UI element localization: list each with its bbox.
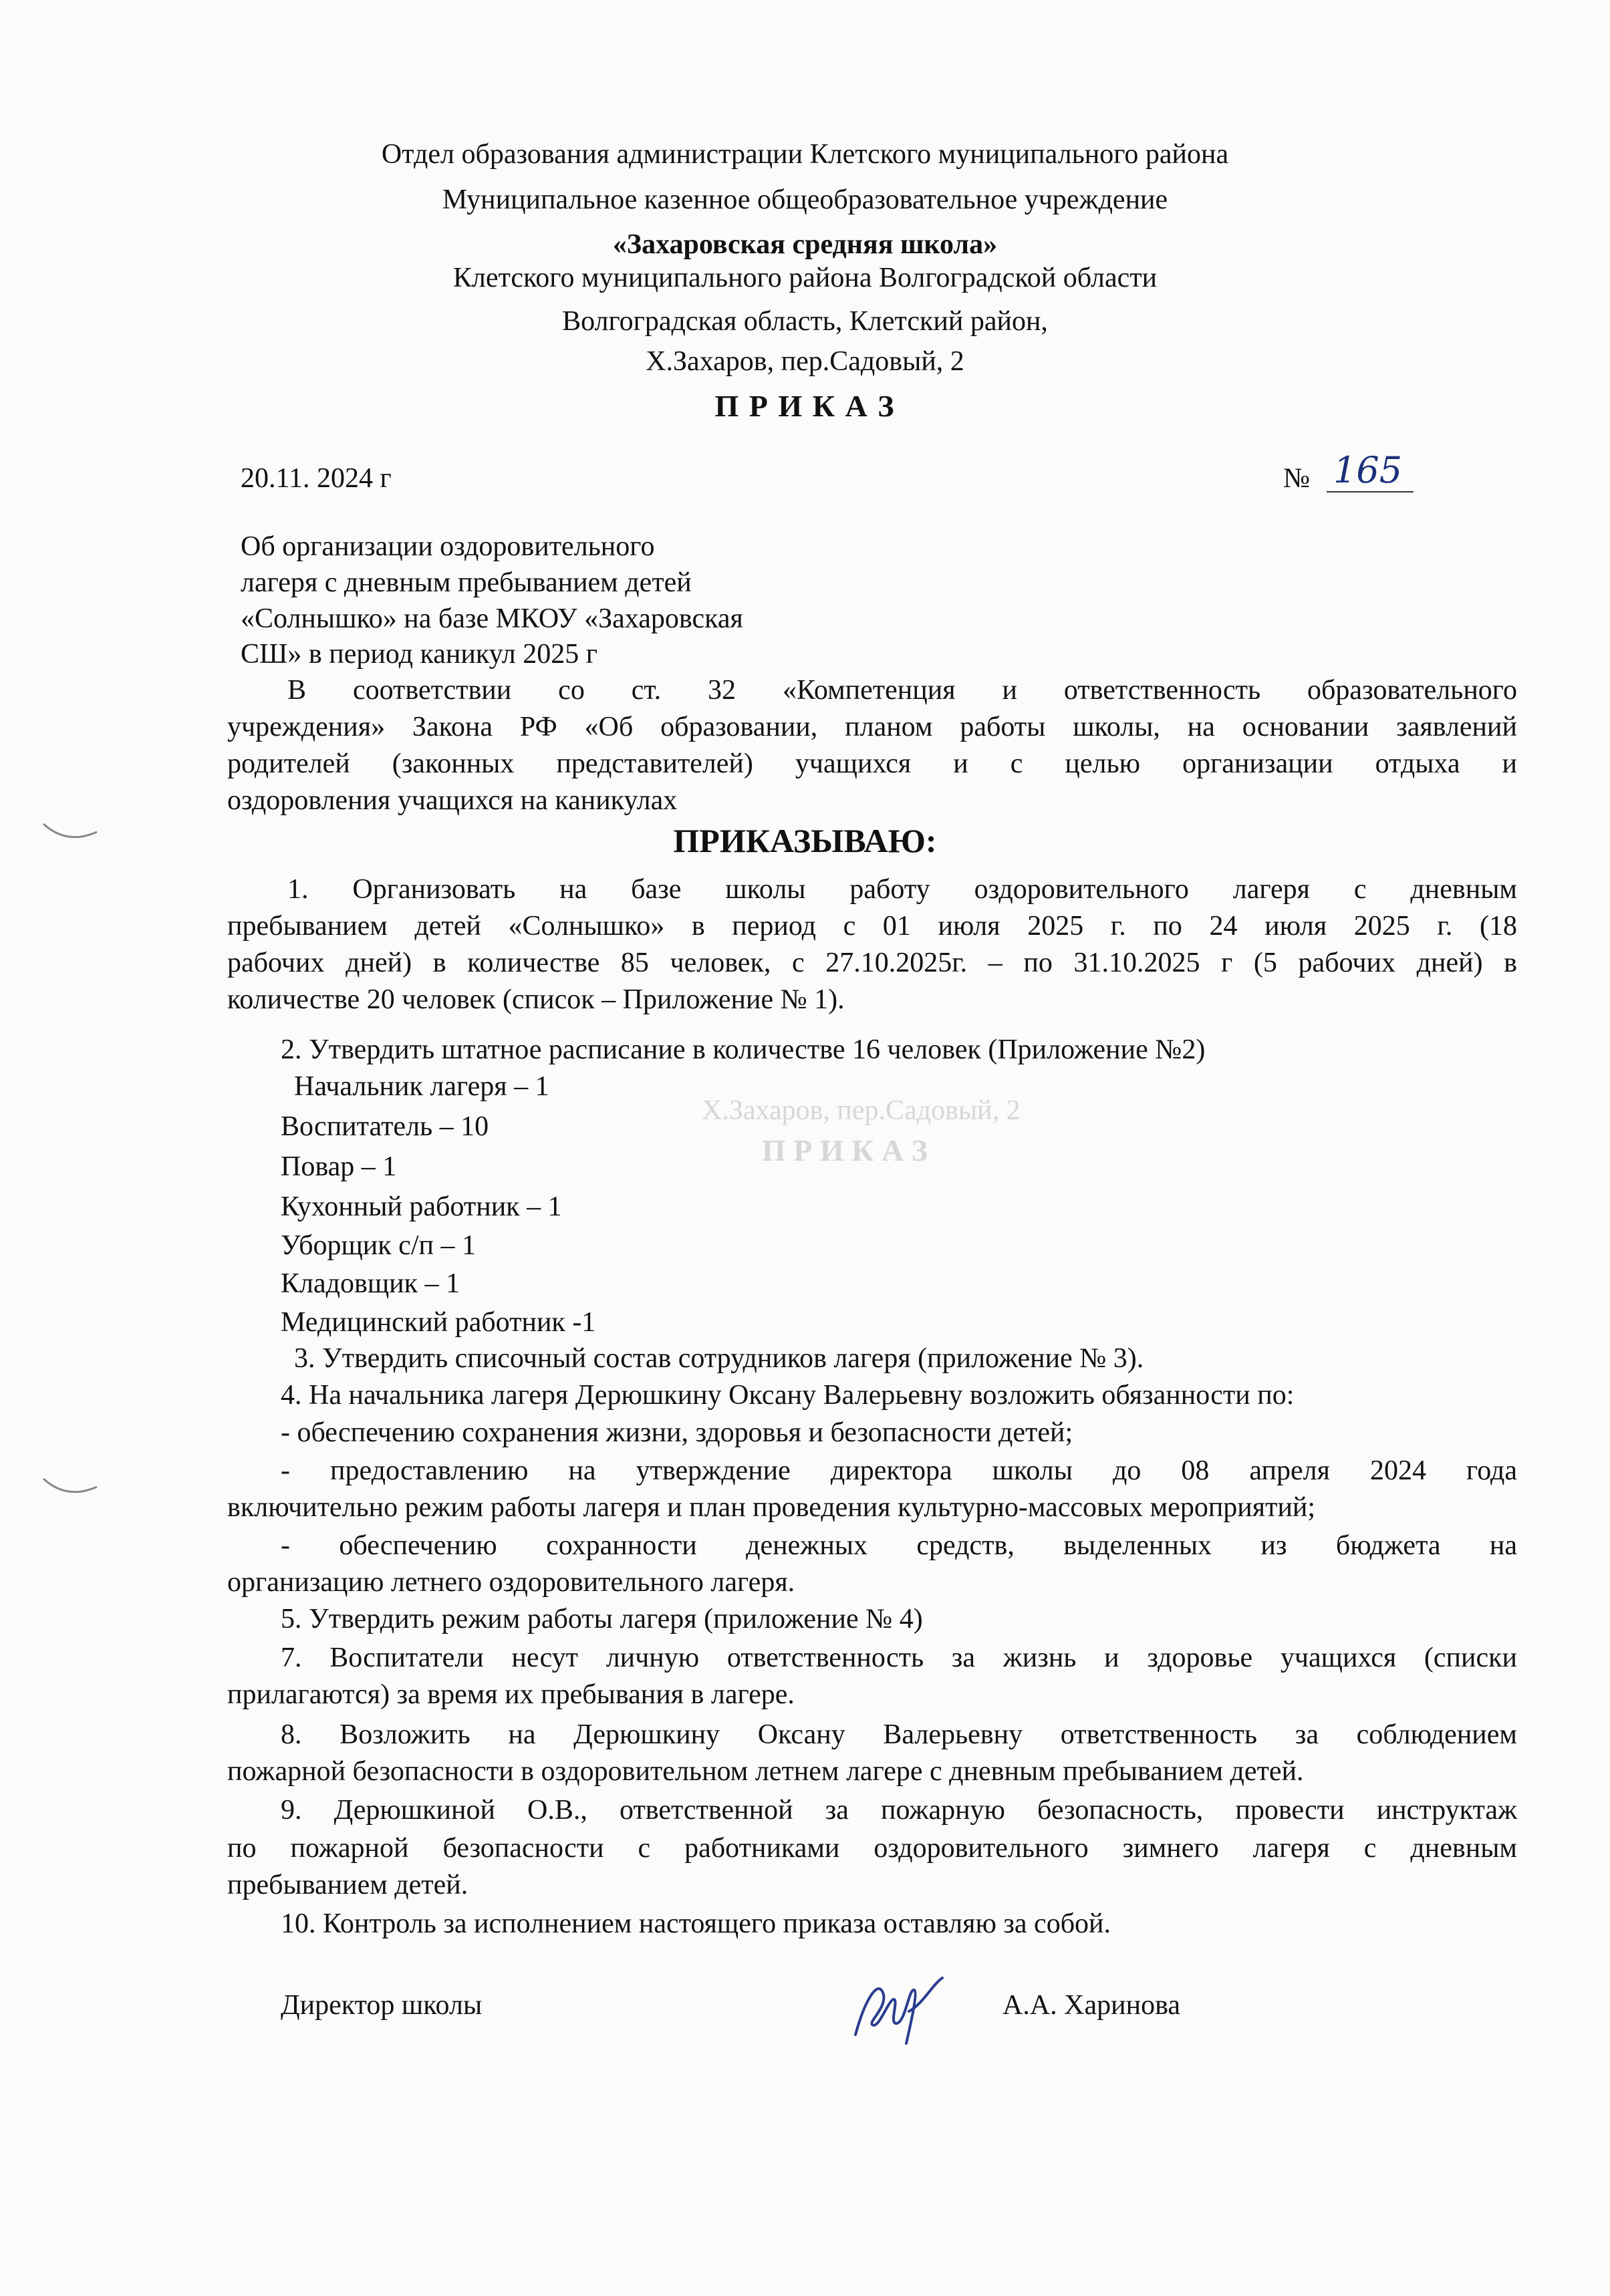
- order-date: 20.11. 2024 г: [241, 463, 392, 494]
- signature-name: А.А. Харинова: [1002, 1990, 1181, 2021]
- staff-item: Кладовщик – 1: [281, 1268, 460, 1299]
- header-district: Клетского муниципального района Волгоградской области: [452, 263, 1158, 293]
- staff-item: Начальник лагеря – 1: [294, 1071, 549, 1102]
- preamble-line: учреждения» Закона РФ «Об образовании, планом работы школы, на основании заявлений: [227, 712, 1517, 742]
- item-4: 4. На начальника лагеря Дерюшкину Оксану Валерьевну возложить обязанности по:: [281, 1380, 1295, 1411]
- preamble-line: родителей (законных представителей) учащихся и с целью организации отдыха и: [227, 748, 1517, 779]
- header-institution-type: Муниципальное казенное общеобразовательное учреждение: [442, 184, 1168, 215]
- item-7-line: 7. Воспитатели несут личную ответственность за жизнь и здоровье учащихся (списки: [281, 1642, 1517, 1673]
- staff-item: Уборщик с/п – 1: [281, 1230, 476, 1261]
- staff-item: Воспитатель – 10: [281, 1111, 489, 1142]
- duty-2-line: - предоставлению на утверждение директора школы до 08 апреля 2024 года: [281, 1455, 1517, 1486]
- item-8-line: 8. Возложить на Дерюшкину Оксану Валерьевну ответственность за соблюдением: [281, 1719, 1517, 1750]
- duty-2-line: включительно режим работы лагеря и план проведения культурно-массовых мероприятий;: [227, 1492, 1316, 1523]
- item-1-line: рабочих дней) в количестве 85 человек, с 27.10.2025г. – по 31.10.2025 г (5 рабочих дней) в: [227, 948, 1517, 978]
- order-number-label: №: [1283, 463, 1311, 494]
- item-9-line: 9. Дерюшкиной О.В., ответственной за пожарную безопасность, провести инструктаж: [281, 1795, 1517, 1826]
- document-title: П Р И К А З: [714, 389, 896, 423]
- order-word: ПРИКАЗЫВАЮ:: [673, 822, 937, 859]
- item-8-line: пожарной безопасности в оздоровительном летнем лагере с дневным пребыванием детей.: [227, 1756, 1304, 1787]
- item-2: 2. Утвердить штатное расписание в количестве 16 человек (Приложение №2): [281, 1034, 1206, 1065]
- header-region: Волгоградская область, Клетский район,: [562, 306, 1048, 337]
- handwritten-signature: [842, 1958, 956, 2051]
- staff-item: Повар – 1: [281, 1151, 397, 1182]
- signature-position: Директор школы: [281, 1990, 483, 2021]
- item-1-line: количестве 20 человек (список – Приложение № 1).: [227, 984, 845, 1015]
- subject-line: Об организации оздоровительного: [241, 531, 655, 562]
- item-3: 3. Утвердить списочный состав сотрудников лагеря (приложение № 3).: [294, 1343, 1144, 1374]
- header-school-name: «Захаровская средняя школа»: [612, 229, 998, 260]
- duty-1: - обеспечению сохранения жизни, здоровья и безопасности детей;: [281, 1417, 1073, 1448]
- bleed-through-title: П Р И К А З: [762, 1133, 928, 1167]
- preamble-line: В соответствии со ст. 32 «Компетенция и ответственность образовательного: [287, 675, 1517, 706]
- bleed-through-address: Х.Захаров, пер.Садовый, 2: [702, 1095, 1021, 1126]
- item-5: 5. Утвердить режим работы лагеря (приложение № 4): [281, 1604, 923, 1634]
- header-address: Х.Захаров, пер.Садовый, 2: [646, 346, 964, 377]
- item-1-line: 1. Организовать на базе школы работу оздоровительного лагеря с дневным: [287, 874, 1517, 905]
- subject-line: «Солнышко» на базе МКОУ «Захаровская: [241, 603, 743, 634]
- order-number-line: [1327, 491, 1414, 492]
- header-department: Отдел образования администрации Клетского муниципального района: [381, 139, 1229, 170]
- item-1-line: пребыванием детей «Солнышко» в период с 01 июля 2025 г. по 24 июля 2025 г. (18: [227, 911, 1517, 942]
- staff-item: Кухонный работник – 1: [281, 1191, 562, 1222]
- duty-3-line: - обеспечению сохранности денежных средств, выделенных из бюджета на: [281, 1530, 1517, 1561]
- preamble-line: оздоровления учащихся на каникулах: [227, 785, 678, 816]
- item-7-line: прилагаются) за время их пребывания в лагере.: [227, 1679, 795, 1710]
- duty-3-line: организацию летнего оздоровительного лагеря.: [227, 1567, 795, 1598]
- order-number-handwritten: 165: [1333, 449, 1403, 491]
- punch-mark-icon: [40, 1473, 100, 1500]
- punch-mark-icon: [40, 819, 100, 845]
- subject-line: лагеря с дневным пребыванием детей: [241, 567, 692, 598]
- item-10: 10. Контроль за исполнением настоящего приказа оставляю за собой.: [281, 1908, 1111, 1939]
- staff-item: Медицинский работник -1: [281, 1307, 596, 1338]
- subject-line: СШ» в период каникул 2025 г: [241, 639, 597, 670]
- item-9-line: пребыванием детей.: [227, 1870, 468, 1900]
- item-9-line: по пожарной безопасности с работниками оздоровительного зимнего лагеря с дневным: [227, 1833, 1517, 1864]
